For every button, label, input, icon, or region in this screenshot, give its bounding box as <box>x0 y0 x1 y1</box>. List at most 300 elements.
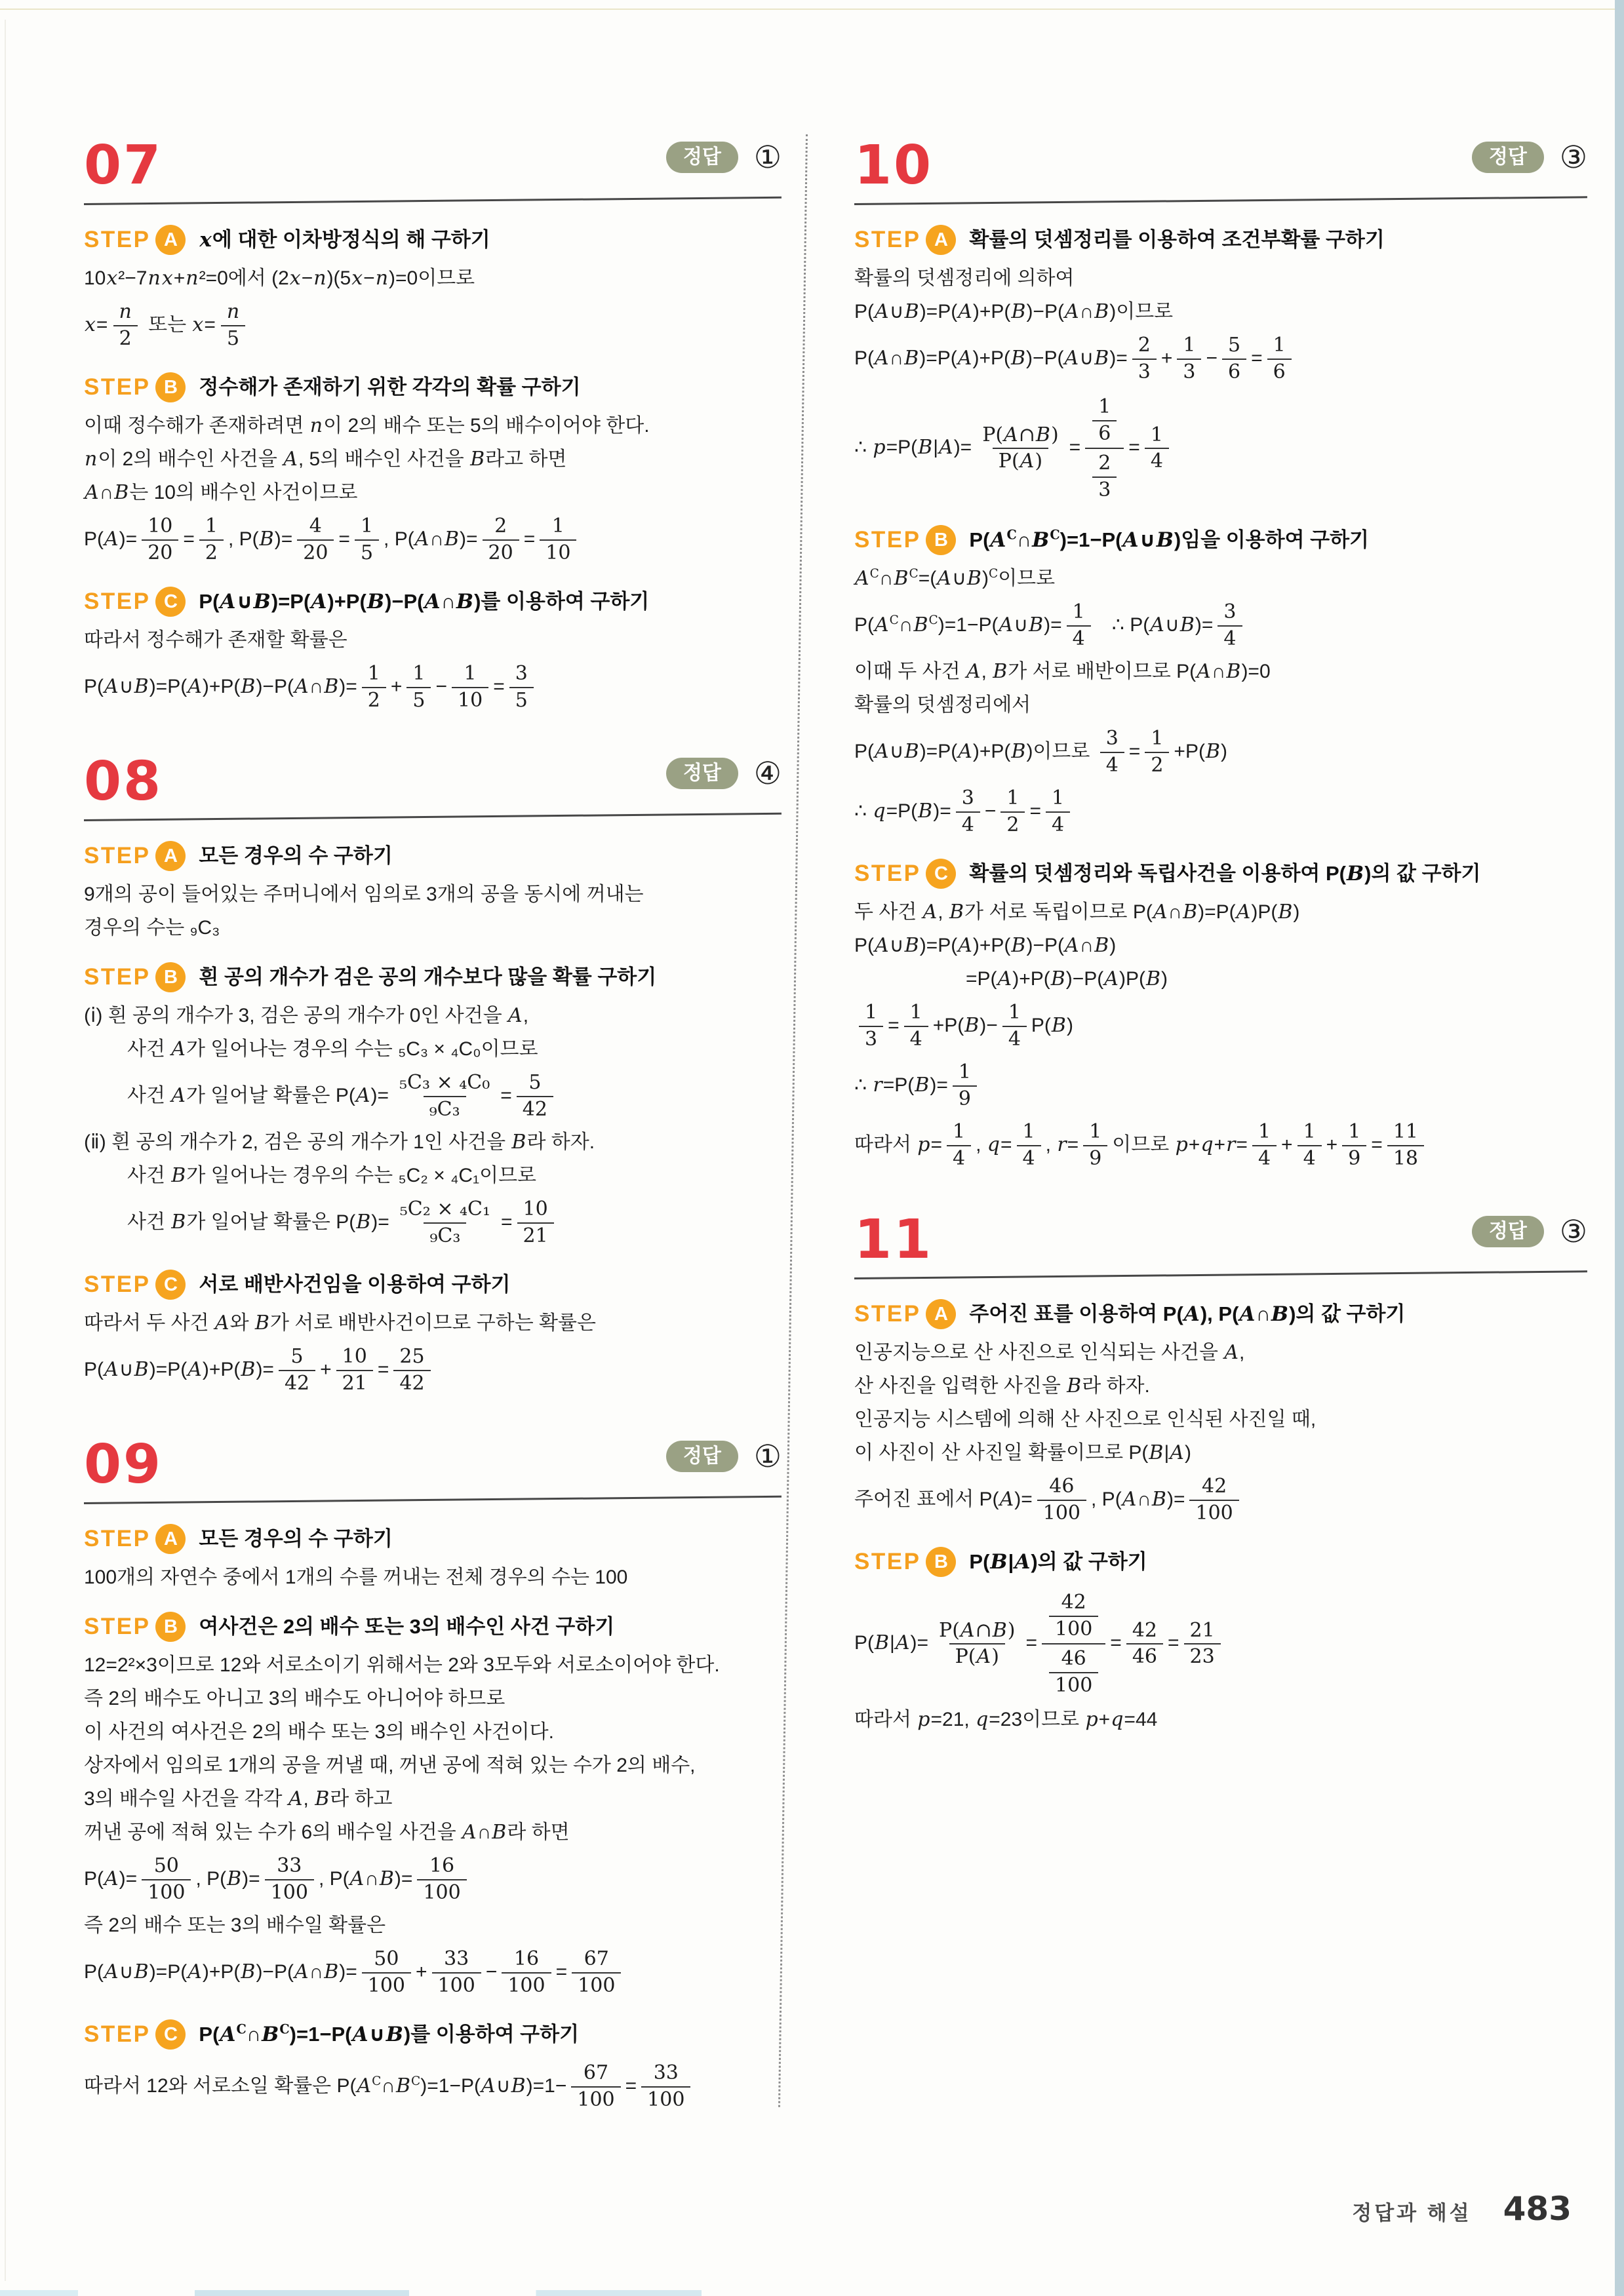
text-run: 이때 정수해가 존재하려면 n이 2의 배수 또는 5의 배수이어야 한다. <box>84 414 650 437</box>
problem-header <box>84 1433 782 1496</box>
text-run: − <box>485 1960 498 1983</box>
text-run: 확률의 덧셈정리를 이용하여 조건부확률 구하기 <box>969 228 1385 252</box>
text-run: = <box>1069 437 1081 459</box>
step-letter-badge: C <box>155 2019 186 2050</box>
text-run: = <box>338 528 350 550</box>
text-run: 100 <box>578 1974 616 1997</box>
text-run: 산 사진을 입력한 사진을 B라 하자. <box>854 1374 1150 1397</box>
fraction <box>1387 1120 1424 1170</box>
fraction <box>572 1947 621 1997</box>
text-run: 모든 경우의 수 구하기 <box>199 1527 393 1551</box>
fraction <box>517 1071 553 1121</box>
solution-line <box>854 931 1587 960</box>
text-run: $A^C\cap B^C=(A\cup B)^C$이므로 <box>855 566 1056 590</box>
text-run: 인공지능 시스템에 의해 산 사진으로 인식된 사진일 때, <box>854 1408 1317 1430</box>
step-title <box>199 588 649 616</box>
answer-choice: ③ <box>1559 139 1587 176</box>
fraction <box>336 1345 373 1395</box>
text-run: ₅C₂ × ₄C₁ <box>399 1197 491 1220</box>
text-run: 2 <box>1151 753 1164 777</box>
text-run: 42 <box>284 1371 310 1395</box>
solution-line <box>854 1439 1587 1468</box>
text-run: 100 <box>1055 1673 1093 1697</box>
solution-line <box>84 264 782 293</box>
fraction <box>1037 1475 1086 1525</box>
text-run: 100 <box>367 1974 406 1997</box>
text-run: 즉 2의 배수도 아니고 3의 배수도 아니어야 하므로 <box>84 1687 505 1709</box>
step-letter-badge: B <box>926 525 956 555</box>
text-run: 100 <box>423 1880 461 1904</box>
text-run: 사건 B가 일어나는 경우의 수는 ₅C₂ × ₄C₁이므로 <box>127 1163 537 1187</box>
footer-label: 정답과 해설 <box>1352 2202 1472 2225</box>
text-run: ∴ q=P(B)= <box>854 799 951 823</box>
text-run: 100 <box>1042 1501 1081 1525</box>
text-run: 11 <box>1393 1120 1418 1143</box>
solution-line <box>854 998 1587 1053</box>
text-run: 5 <box>1228 334 1241 357</box>
text-run: 1 <box>958 1060 971 1083</box>
text-run: (ⅱ) 흰 공의 개수가 2, 검은 공의 개수가 1인 사건을 B라 하자. <box>84 1130 595 1154</box>
text-run: P(A∩B) <box>939 1618 1016 1642</box>
text-run: 1 <box>1022 1120 1035 1143</box>
text-run: 1 <box>551 515 564 537</box>
fraction <box>1083 1120 1107 1170</box>
text-run: P(A)= <box>84 1867 138 1890</box>
text-run: 1 <box>1258 1120 1271 1143</box>
page-footer <box>1352 2190 1572 2228</box>
text-run: 16 <box>513 1947 540 1970</box>
solution-line <box>854 898 1587 927</box>
step-letter-badge: C <box>926 859 956 889</box>
text-run: 2 <box>494 515 507 537</box>
text-run: , r= <box>1045 1133 1079 1156</box>
problem-rule <box>84 1496 782 1504</box>
fraction <box>571 2061 620 2111</box>
text-run: 2 <box>205 541 218 564</box>
step-row <box>84 962 782 992</box>
text-run: 100 <box>647 2088 685 2111</box>
text-run: 4 <box>1051 813 1065 836</box>
text-run: 42 <box>1061 1591 1086 1614</box>
step-label: STEP <box>84 374 151 400</box>
solution-line <box>854 1586 1587 1701</box>
step-letter-badge: A <box>926 225 956 255</box>
fraction <box>142 1854 191 1904</box>
text-run: 10 <box>545 541 571 564</box>
text-run: P(B|A)= <box>854 1631 929 1655</box>
scan-top-edge <box>0 9 1624 10</box>
text-run: P(A) <box>998 450 1043 473</box>
answer-badge: 정답 <box>666 758 738 789</box>
text-run: = <box>1025 1632 1038 1654</box>
text-run: P(B|A)의 값 구하기 <box>969 1549 1147 1574</box>
text-run: 3 <box>515 662 528 685</box>
text-run: +P(B) <box>1174 739 1227 763</box>
answer-badge: 정답 <box>1472 1216 1544 1247</box>
solution-line <box>84 1002 782 1030</box>
step-label: STEP <box>84 843 151 868</box>
step-row <box>84 1524 782 1554</box>
problem-10 <box>854 134 1587 1173</box>
step-row <box>84 587 782 617</box>
text-run: 100 <box>1055 1617 1093 1641</box>
fraction <box>1017 1120 1041 1170</box>
scan-bottom-edge <box>0 2290 974 2296</box>
step-row <box>84 372 782 402</box>
text-run: = <box>625 2074 637 2097</box>
solution-line <box>84 1342 782 1397</box>
text-run: 25 <box>399 1345 425 1368</box>
step-title <box>199 1525 392 1553</box>
solution-line <box>854 691 1587 720</box>
text-run: 확률의 덧셈정리에 의하여 <box>854 267 1075 289</box>
text-run: 33 <box>444 1947 469 1970</box>
text-run: 1 <box>1348 1120 1361 1143</box>
text-run: = <box>500 1084 512 1106</box>
step-title <box>199 1613 614 1641</box>
step-title <box>199 1271 510 1298</box>
text-run: 33 <box>277 1854 302 1877</box>
text-run: 2 <box>367 688 380 712</box>
text-run: 사건 A가 일어날 확률은 P(A)= <box>127 1083 389 1107</box>
text-run: +P(B)− <box>932 1013 998 1037</box>
text-run: 5 <box>515 688 528 712</box>
text-run: 5 <box>528 1071 542 1094</box>
step-title <box>969 860 1480 888</box>
step-letter-badge: B <box>155 962 186 992</box>
text-run: 9 <box>1089 1146 1102 1170</box>
fraction <box>1126 1619 1163 1669</box>
text-run: 2 <box>1098 452 1111 475</box>
text-run: x에 대한 이차방정식의 해 구하기 <box>199 227 490 252</box>
step-row <box>854 1299 1587 1329</box>
text-run: 따라서 정수해가 존재할 확률은 <box>84 629 347 651</box>
answer-area <box>666 755 782 792</box>
text-run: 42 <box>1132 1618 1158 1642</box>
text-run: 즉 2의 배수 또는 3의 배수일 확률은 <box>84 1914 386 1936</box>
fraction <box>1067 600 1091 650</box>
solution-line <box>854 564 1587 593</box>
text-run: 1 <box>412 662 426 685</box>
text-run: + <box>1281 1133 1293 1156</box>
text-run: 3 <box>961 787 974 809</box>
text-run: 3 <box>1105 727 1119 750</box>
text-run: 42 <box>522 1097 547 1121</box>
text-run: , P(A∩B)= <box>1091 1487 1185 1511</box>
fraction <box>1189 1475 1238 1525</box>
text-run: $P(A^C\cap B^C)=1-P(A\cup B)$를 이용하여 구하기 <box>199 2021 580 2046</box>
text-run: = <box>501 1211 513 1233</box>
step-title <box>199 374 580 401</box>
text-run: 3의 배수일 사건을 각각 A, B라 하고 <box>84 1787 393 1810</box>
step-title <box>969 1548 1147 1576</box>
solution-line <box>854 391 1587 505</box>
text-run: = <box>523 528 536 550</box>
step-label: STEP <box>84 1614 151 1639</box>
fraction <box>355 515 379 564</box>
text-run: 9개의 공이 들어있는 주머니에서 임의로 3개의 공을 동시에 꺼내는 <box>84 883 644 905</box>
text-run: 3 <box>1138 360 1151 383</box>
text-run: 46 <box>1132 1645 1158 1668</box>
fraction <box>265 1854 314 1904</box>
text-run: 5 <box>226 326 240 350</box>
text-run: ∴ P(A∪B)= <box>1095 613 1214 636</box>
text-run: 100 <box>577 2088 615 2111</box>
fraction <box>393 1345 430 1395</box>
step-row <box>854 859 1587 889</box>
step-label: STEP <box>854 861 921 886</box>
problem-07 <box>84 134 782 714</box>
problem-header <box>84 750 782 813</box>
step-label: STEP <box>854 227 921 252</box>
fraction <box>904 1001 928 1051</box>
text-run: 4 <box>1072 627 1085 650</box>
text-run: 흰 공의 개수가 검은 공의 개수보다 많을 확률 구하기 <box>199 965 657 989</box>
step-row <box>854 1547 1587 1577</box>
text-run: 1 <box>1098 395 1111 418</box>
answer-area <box>666 139 782 176</box>
fraction <box>956 787 980 836</box>
text-run: 사건 B가 일어날 확률은 P(B)= <box>127 1210 389 1234</box>
text-run: 5 <box>290 1345 304 1368</box>
left-column <box>84 134 782 2154</box>
step-title <box>969 526 1369 555</box>
text-run: 1 <box>1089 1120 1102 1143</box>
solution-line <box>84 478 782 507</box>
answer-choice: ① <box>753 139 782 176</box>
text-run: 또는 x= <box>142 313 216 336</box>
step-row <box>84 1612 782 1642</box>
text-run: 3 <box>1223 600 1237 623</box>
text-run: 이 사건의 여사건은 2의 배수 또는 3의 배수인 사건이다. <box>84 1721 554 1743</box>
fraction <box>1184 1619 1221 1669</box>
text-run: 20 <box>488 541 513 564</box>
fraction <box>1092 452 1117 501</box>
text-run: 100 <box>507 1974 545 1997</box>
text-run: 21 <box>342 1371 367 1395</box>
text-run: 1 <box>464 662 477 685</box>
text-run: n <box>226 300 240 323</box>
step-letter-badge: C <box>155 587 186 617</box>
text-run: P(A∪B)=P(A)+P(B)−P(A∩B)= <box>84 674 357 698</box>
scan-right-edge <box>1615 0 1624 2296</box>
step-title <box>199 963 656 991</box>
step-label: STEP <box>84 589 151 614</box>
fraction <box>1100 727 1124 777</box>
fraction <box>641 2061 690 2111</box>
text-run: 9 <box>958 1087 971 1110</box>
text-run: 2 <box>119 326 132 350</box>
text-run: 1 <box>1008 1001 1021 1024</box>
text-run: ₉C₃ <box>429 1097 460 1121</box>
text-run: − <box>984 800 997 822</box>
step-letter-badge: B <box>926 1547 956 1577</box>
answer-choice: ④ <box>753 755 782 792</box>
text-run: 이 사진이 산 사진일 확률이므로 P(B|A) <box>854 1441 1191 1464</box>
problem-08 <box>84 750 782 1397</box>
text-run: 16 <box>429 1854 455 1877</box>
text-run: 서로 배반사건임을 이용하여 구하기 <box>199 1273 511 1296</box>
problem-header <box>84 134 782 197</box>
text-run: = <box>377 1358 389 1380</box>
solution-line <box>854 657 1587 686</box>
text-run: 두 사건 A, B가 서로 독립이므로 P(A∩B)=P(A)P(B) <box>854 900 1300 924</box>
text-run: 1 <box>953 1120 966 1143</box>
step-letter-badge: A <box>155 225 186 255</box>
text-run: ∴ p=P(B|A)= <box>854 436 972 459</box>
right-column <box>854 134 1587 1775</box>
fraction <box>199 515 224 564</box>
fraction <box>220 300 246 350</box>
text-run: 10 <box>523 1197 548 1220</box>
problem-number: 10 <box>854 134 934 197</box>
text-run: 5 <box>412 688 426 712</box>
text-run: 여사건은 2의 배수 또는 3의 배수인 사건 구하기 <box>199 1615 615 1639</box>
text-run: ₉C₃ <box>429 1224 461 1247</box>
fraction <box>1297 1120 1322 1170</box>
text-run: 모든 경우의 수 구하기 <box>199 844 393 868</box>
fraction <box>1222 334 1246 383</box>
text-run: ∴ r=P(B)= <box>854 1073 948 1097</box>
solution-line <box>84 626 782 655</box>
text-run: = <box>1168 1632 1179 1654</box>
fraction <box>452 662 488 712</box>
solution-line <box>84 1718 782 1747</box>
text-run: = <box>493 675 505 697</box>
text-run: P(A∪B)=P(A)+P(B)−P(A∩B)를 이용하여 구하기 <box>199 589 650 613</box>
fraction <box>1092 395 1117 445</box>
text-run: 100 <box>270 1880 308 1904</box>
fraction <box>417 1854 466 1904</box>
text-run: = <box>1371 1133 1383 1156</box>
text-run: P(A) <box>955 1645 999 1668</box>
text-run: 1 <box>1006 787 1020 809</box>
text-run: + <box>390 675 403 697</box>
fraction <box>1046 787 1070 836</box>
solution-line <box>84 1309 782 1338</box>
fraction <box>509 662 534 712</box>
solution-line <box>854 1338 1587 1367</box>
text-run: 23 <box>1189 1645 1215 1668</box>
answer-area <box>666 1438 782 1475</box>
solution-line <box>84 1035 782 1064</box>
text-run: = <box>888 1014 900 1036</box>
text-run: A∩B는 10의 배수인 사건이므로 <box>85 480 358 504</box>
text-run: 46 <box>1049 1475 1075 1498</box>
text-run: 4 <box>953 1146 966 1170</box>
fraction <box>112 300 138 350</box>
solution-line <box>84 1651 782 1680</box>
text-run: 6 <box>1273 360 1286 383</box>
column-divider <box>778 134 808 2107</box>
text-run: 1 <box>1072 600 1085 623</box>
solution-line <box>84 512 782 567</box>
solution-line <box>84 1684 782 1713</box>
text-run: , P(B)= <box>228 527 293 551</box>
text-run: 4 <box>1223 627 1237 650</box>
fraction <box>1042 1589 1105 1698</box>
fraction <box>1177 334 1201 383</box>
text-run: 사건 A가 일어나는 경우의 수는 ₅C₃ × ₄C₀이므로 <box>127 1037 538 1060</box>
problem-rule <box>854 1270 1587 1279</box>
step-label: STEP <box>84 1272 151 1297</box>
fraction <box>976 423 1064 473</box>
fraction <box>1000 787 1025 836</box>
step-title <box>969 226 1384 254</box>
text-run: 100개의 자연수 중에서 1개의 수를 꺼내는 전체 경우의 수는 100 <box>84 1566 628 1588</box>
scan-left-edge <box>5 20 6 2281</box>
solution-line <box>854 965 1587 994</box>
solution-line <box>854 598 1587 653</box>
fraction <box>933 1619 1021 1669</box>
text-run: 20 <box>148 541 173 564</box>
fraction <box>142 515 178 564</box>
solution-line <box>84 1195 782 1250</box>
step-letter-badge: A <box>155 841 186 871</box>
solution-line <box>84 445 782 474</box>
answer-badge: 정답 <box>666 142 738 173</box>
step-label: STEP <box>854 1301 921 1327</box>
text-run: $P(A^C\cap B^C)=1-P(A\cup B)=$ <box>854 613 1062 636</box>
text-run: 1 <box>205 515 218 537</box>
solution-line <box>84 1068 782 1123</box>
text-run: 4 <box>309 515 322 537</box>
problem-number: 09 <box>84 1433 163 1496</box>
text-run: 50 <box>374 1947 399 1970</box>
problem-11 <box>854 1209 1587 1734</box>
solution-line <box>854 1472 1587 1527</box>
fraction <box>540 515 576 564</box>
text-run: 4 <box>1303 1146 1316 1170</box>
text-run: 2 <box>1006 813 1020 836</box>
solution-line <box>854 1372 1587 1401</box>
text-run: 4 <box>1105 753 1119 777</box>
step-title <box>969 1300 1405 1329</box>
solution-line <box>84 659 782 714</box>
step-row <box>854 525 1587 555</box>
text-run: 1 <box>360 515 374 537</box>
problem-header <box>854 134 1587 197</box>
fraction <box>1342 1120 1366 1170</box>
text-run: 1 <box>1151 727 1164 750</box>
text-run: , P(B)= <box>195 1867 260 1890</box>
text-run: 따라서 12와 서로소일 확률은 $P(A^C\cap B^C)=1-P(A\cup B)=1-$ <box>84 2074 567 2097</box>
text-run: 1 <box>909 1001 922 1024</box>
text-run: 1 <box>1150 423 1163 446</box>
text-run: (ⅰ) 흰 공의 개수가 3, 검은 공의 개수가 0인 사건을 A, <box>84 1003 529 1027</box>
text-run: = <box>1128 740 1141 762</box>
solution-line <box>84 298 782 353</box>
text-run: P(A∩B)=P(A)+P(B)−P(A∪B)= <box>854 346 1128 370</box>
text-run: 10 <box>342 1345 367 1368</box>
fraction <box>953 1060 977 1110</box>
solution-line <box>854 784 1587 839</box>
solution-line <box>84 2059 782 2114</box>
text-run: , P(A∩B)= <box>318 1867 413 1890</box>
solution-line <box>84 1852 782 1907</box>
text-run: 4 <box>1258 1146 1271 1170</box>
text-run: = <box>1110 1632 1122 1654</box>
text-run: 67 <box>583 2061 609 2084</box>
text-run: = <box>1128 437 1140 459</box>
step-label: STEP <box>84 1526 151 1551</box>
solution-line <box>84 1128 782 1157</box>
text-run: 10x²−7nx+n²=0에서 (2x−n)(5x−n)=0이므로 <box>84 266 475 290</box>
problem-number: 07 <box>84 134 163 197</box>
text-run: P(A∪B)=P(A)+P(B)= <box>84 1357 274 1381</box>
problem-number: 08 <box>84 750 163 813</box>
text-run: n <box>119 300 132 323</box>
